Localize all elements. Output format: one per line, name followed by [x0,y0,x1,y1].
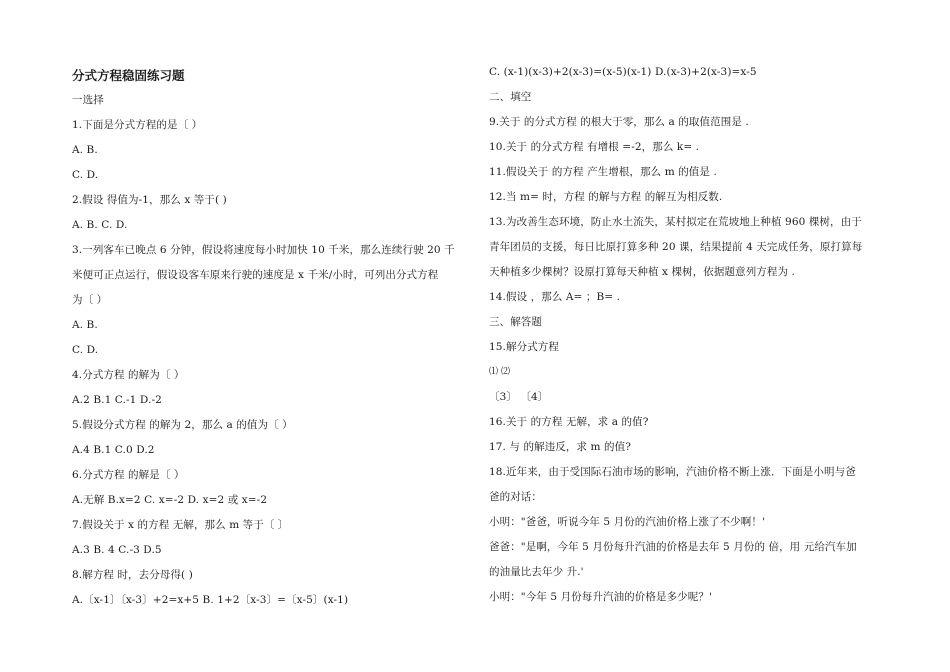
right-text-line: 17. 与 的解违反，求 m 的值? [489,441,631,453]
right-text-line: 天种植多少棵树？设原打算每天种植 x 棵树，依据题意列方程为 . [489,266,795,278]
right-lines [489,66,879,616]
left-text-line: C. D. [72,169,99,181]
left-text-line: 8.解方程 时，去分母得( ) [72,569,193,581]
left-text-line: A.2 B.1 C.-1 D.-2 [72,394,162,406]
right-text-line: 小明："爸爸，听说今年 5 月份的汽油价格上涨了不少啊！' [489,516,765,528]
left-text-line: 1.下面是分式方程的是〔 ） [72,119,203,131]
left-text-line: 一选择 [72,94,104,106]
left-text-line: 2.假设 得值为-1，那么 x 等于( ) [72,194,227,206]
right-text-line: 16.关于 的方程 无解，求 a 的值? [489,416,649,428]
right-text-line: 18.近年来，由于受国际石油市场的影响，汽油价格不断上涨．下面是小明与爸 [489,466,856,478]
left-lines [72,94,462,619]
left-text-line: A. B. C. D. [72,219,128,231]
right-text-line: 9.关于 的分式方程 的根大于零，那么 a 的取值范围是 . [489,116,749,128]
right-text-line: 13.为改善生态环境，防止水土流失，某村拟定在荒坡地上种植 960 棵树，由于 [489,216,862,228]
right-text-line: 14.假设 ，那么 A= ；B= . [489,291,621,303]
worksheet-title: 分式方程稳固练习题 [72,68,185,83]
right-text-line: 〔3〕 〔4〕 [489,391,549,403]
left-text-line: A.〔x-1〕〔x-3〕+2=x+5 B. 1+2〔x-3〕=〔x-5〕(x-1) [72,594,349,606]
right-text-line: 小明："今年 5 月份每升汽油的价格是多少呢？' [489,591,712,603]
left-text-line: 5.假设分式方程 的解为 2，那么 a 的值为〔 ） [72,419,293,431]
left-text-line: 米便可正点运行，假设设客车原来行驶的速度是 x 千米/小时，可列出分式方程 [72,269,439,281]
right-text-line: 爸爸："是啊，今年 5 月份每升汽油的价格是去年 5 月份的 倍，用 元给汽车加 [489,541,857,553]
left-text-line: A.3 B. 4 C.-3 D.5 [72,544,162,556]
right-column [489,58,879,616]
right-text-line: 二、填空 [489,91,532,103]
right-text-line: C. (x-1)(x-3)+2(x-3)=(x-5)(x-1) D.(x-3)+2(x-3)=x-5 [489,66,757,78]
right-text-line: 15.解分式方程 [489,341,559,353]
left-text-line: C. D. [72,344,99,356]
left-text-line: A.无解 B.x=2 C. x=-2 D. x=2 或 x=-2 [72,494,268,506]
left-text-line: 7.假设关于 x 的方程 无解，那么 m 等于〔 〕 [72,519,289,531]
left-text-line: A. B. [72,319,98,331]
right-text-line: 11.假设关于 的方程 产生增根，那么 m 的值是 . [489,166,717,178]
left-column [72,58,462,619]
right-text-line: 12.当 m= 时，方程 的解与方程 的解互为相反数. [489,191,723,203]
right-text-line: 青年团员的支援，每日比原打算多种 20 课，结果提前 4 天完成任务，原打算每 [489,241,863,253]
left-text-line: 3.一列客车已晚点 6 分钟，假设将速度每小时加快 10 千米，那么连续行驶 20 千 [72,244,455,256]
left-text-line: 6.分式方程 的解是〔 ） [72,469,185,481]
right-text-line: 爸的对话： [489,491,542,503]
right-text-line: 三、解答题 [489,316,542,328]
left-text-line: 4.分式方程 的解为〔 ） [72,369,185,381]
left-text-line: A. B. [72,144,98,156]
left-text-line: 为〔 ） [72,294,108,306]
right-text-line: ⑴ ⑵ [489,367,511,377]
right-text-line: 的油量比去年少 升.' [489,566,584,578]
left-text-line: A.4 B.1 C.0 D.2 [72,444,155,456]
right-text-line: 10.关于 的分式方程 有增根 =-2，那么 k= . [489,141,700,153]
